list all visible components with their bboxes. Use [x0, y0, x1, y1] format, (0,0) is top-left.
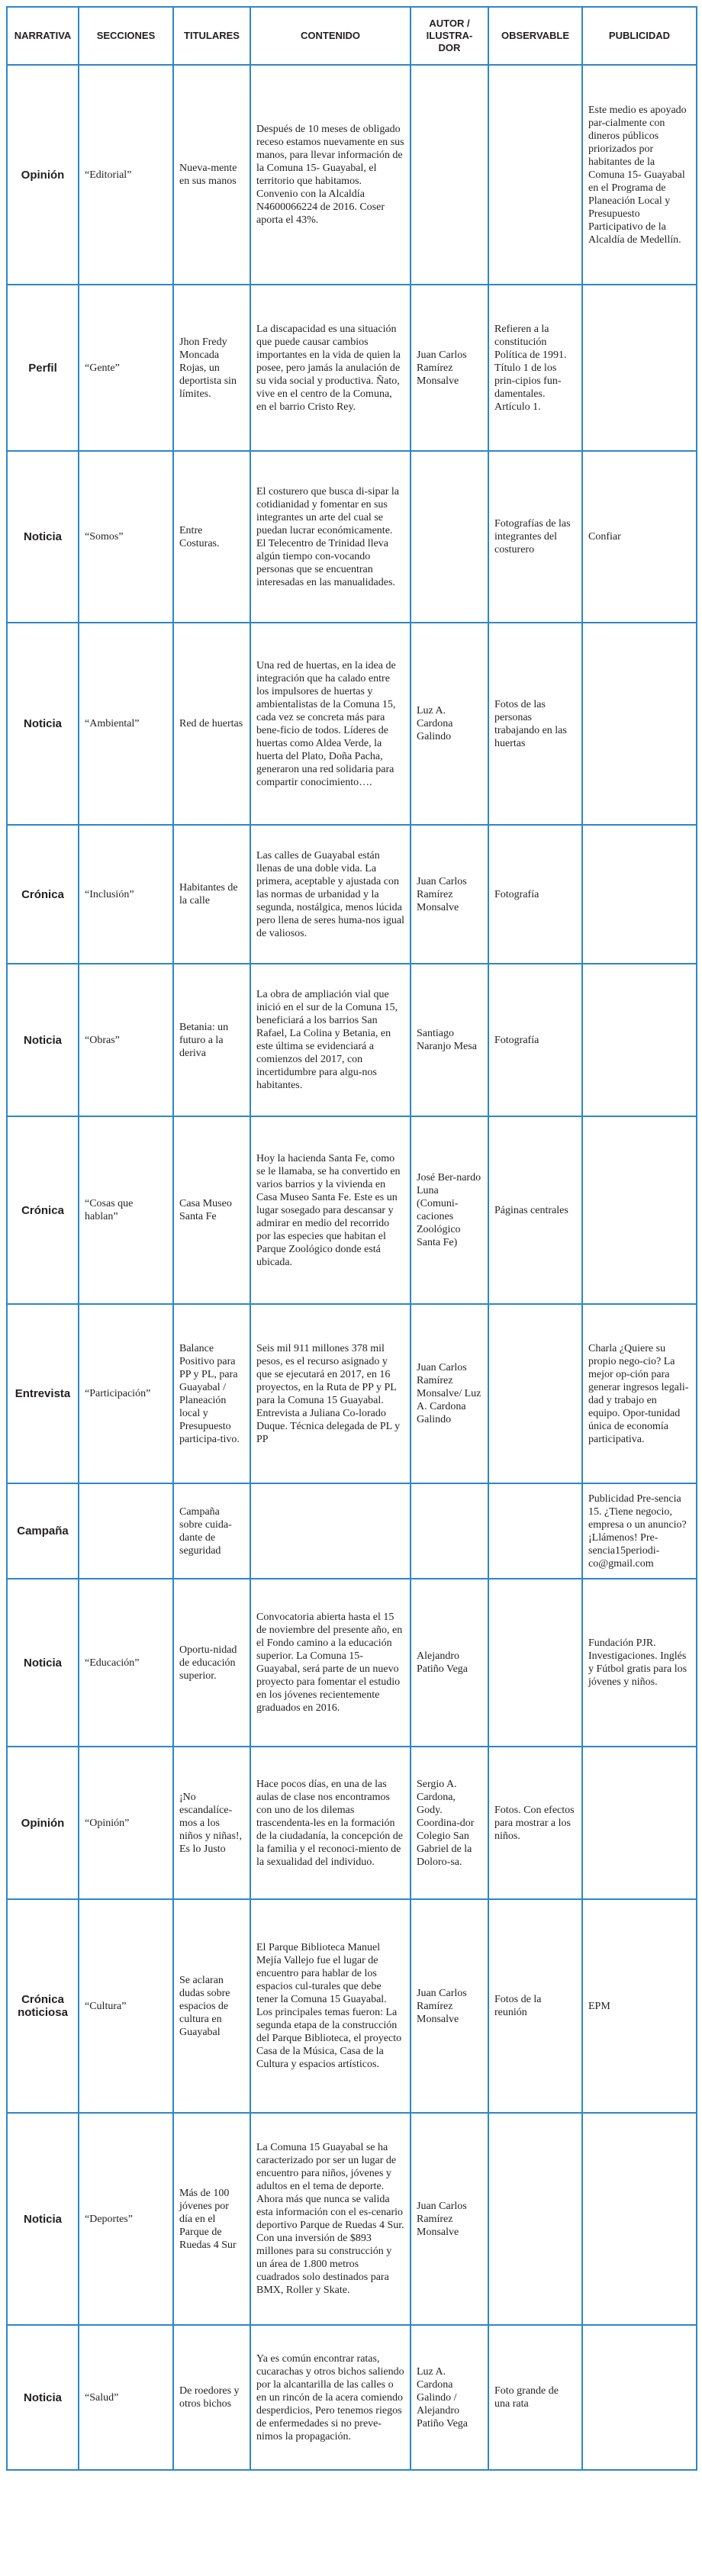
cell-narrativa: Crónica — [7, 1116, 79, 1304]
table-row — [7, 1747, 697, 1899]
cell-contenido: Seis mil 911 millones 378 mil pesos, es el recurso asignado y que se ejecutará en 2017, en 16 proyectos, en la Ruta de PP y PL para la Comuna 15 Guayabal. Entrevista a Juliana Co-lorado Duque. Técnica delegada de PL y PP — [250, 1304, 411, 1483]
cell-publicidad: Fundación PJR. Investigaciones. Inglés y Fútbol gratis para los jóvenes y niños. — [582, 1579, 697, 1747]
cell-publicidad: Charla ¿Quiere su propio nego-cio? La mejor op-ción para generar ingresos legali-dad y trabajo en equipo. Opor-tunidad única de economía participativa. — [582, 1304, 697, 1483]
cell-contenido — [250, 1483, 411, 1579]
cell-narrativa: Opinión — [7, 65, 79, 285]
cell-seccion: “Somos” — [79, 451, 173, 623]
table-row — [7, 1116, 697, 1304]
cell-seccion: “Deportes” — [79, 2113, 173, 2325]
cell-titular: Oportu-nidad de educación superior. — [173, 1579, 250, 1747]
cell-autor: Juan Carlos Ramírez Monsalve — [411, 1899, 488, 2113]
cell-autor: Luz A. Cardona Galindo / Alejandro Patiño Vega — [411, 2325, 488, 2470]
cell-observable — [488, 2113, 582, 2325]
cell-publicidad — [582, 2113, 697, 2325]
table-row — [7, 1899, 697, 2113]
cell-publicidad: EPM — [582, 1899, 697, 2113]
cell-titular: De roedores y otros bichos — [173, 2325, 250, 2470]
cell-titular: Nueva-mente en sus manos — [173, 65, 250, 285]
cell-titular: ¡No escandalíce-mos a los niños y niñas!, Es lo Justo — [173, 1747, 250, 1899]
cell-titular: Red de huertas — [173, 623, 250, 825]
table-row — [7, 1304, 697, 1483]
cell-observable: Refieren a la constitución Política de 1991. Título 1 de los prin-cipios fun-damentales. Artículo 1. — [488, 285, 582, 451]
cell-autor: Juan Carlos Ramírez Monsalve — [411, 285, 488, 451]
cell-observable: Foto grande de una rata — [488, 2325, 582, 2470]
content-table — [6, 6, 697, 2471]
cell-contenido: El costurero que busca di-sipar la cotidianidad y fomentar en sus integrantes un arte del cual se puedan lucrar económicamente. El Telecentro de Trinidad lleva algún tiempo con-vocando personas que se encuentran interesadas en las manualidades. — [250, 451, 411, 623]
cell-publicidad — [582, 825, 697, 964]
cell-publicidad — [582, 2325, 697, 2470]
cell-narrativa: Entrevista — [7, 1304, 79, 1483]
cell-contenido: Ya es común encontrar ratas, cucarachas y otros bichos saliendo por la alcantarilla de las calles o en un rincón de la acera comiendo desperdicios, Pero tenemos riegos de enfermedades si no preve-nimos la propagación. — [250, 2325, 411, 2470]
cell-observable — [488, 1304, 582, 1483]
table-row — [7, 2113, 697, 2325]
cell-autor: Santiago Naranjo Mesa — [411, 964, 488, 1116]
cell-contenido: Hace pocos días, en una de las aulas de clase nos encontramos con uno de los dilemas trascendenta-les en la formación de la ciudadanía, la concepción de la familia y el reconoci-miento de la sexualidad del individuo. — [250, 1747, 411, 1899]
cell-narrativa: Opinión — [7, 1747, 79, 1899]
cell-autor: Alejandro Patiño Vega — [411, 1579, 488, 1747]
cell-narrativa: Crónica — [7, 825, 79, 964]
cell-contenido: Las calles de Guayabal están llenas de una doble vida. La primera, aceptable y ajustada con las normas de urbanidad y la segunda, nostálgica, menos lúcida pero llena de seres huma-nos igual de valiosos. — [250, 825, 411, 964]
cell-autor: José Ber-nardo Luna (Comuni-caciones Zoológico Santa Fe) — [411, 1116, 488, 1304]
cell-seccion: “Obras” — [79, 964, 173, 1116]
cell-contenido: La obra de ampliación vial que inició en el sur de la Comuna 15, beneficiará a los barrios San Rafael, La Colina y Betania, en este última se evidenciará a comienzos del 2017, con incertidumbre para algu-nos habitantes. — [250, 964, 411, 1116]
cell-titular: Balance Positivo para PP y PL, para Guayabal / Planeación local y Presupuesto participa-tivo. — [173, 1304, 250, 1483]
cell-seccion: “Cosas que hablan” — [79, 1116, 173, 1304]
cell-publicidad: Este medio es apoyado par-cialmente con dineros públicos priorizados por habitantes de la Comuna 15- Guayabal en el Programa de Planeación Local y Presupuesto Participativo de la Alcaldía de Medellín. — [582, 65, 697, 285]
cell-narrativa: Campaña — [7, 1483, 79, 1579]
cell-publicidad — [582, 964, 697, 1116]
cell-titular: Entre Costuras. — [173, 451, 250, 623]
cell-publicidad — [582, 623, 697, 825]
cell-observable: Fotos. Con efectos para mostrar a los niños. — [488, 1747, 582, 1899]
cell-narrativa: Noticia — [7, 2325, 79, 2470]
cell-observable: Fotografía — [488, 825, 582, 964]
header-contenido: CONTENIDO — [250, 7, 411, 65]
cell-titular: Se aclaran dudas sobre espacios de cultura en Guayabal — [173, 1899, 250, 2113]
cell-seccion: “Educación” — [79, 1579, 173, 1747]
cell-seccion: “Participación” — [79, 1304, 173, 1483]
header-row — [7, 7, 697, 65]
cell-observable: Fotos de la reunión — [488, 1899, 582, 2113]
cell-seccion: “Opinión” — [79, 1747, 173, 1899]
cell-publicidad — [582, 285, 697, 451]
cell-observable — [488, 1483, 582, 1579]
cell-narrativa: Noticia — [7, 964, 79, 1116]
cell-narrativa: Perfil — [7, 285, 79, 451]
table-row — [7, 825, 697, 964]
cell-titular: Más de 100 jóvenes por día en el Parque de Ruedas 4 Sur — [173, 2113, 250, 2325]
table-row — [7, 1483, 697, 1579]
cell-autor — [411, 451, 488, 623]
cell-narrativa: Crónica noticiosa — [7, 1899, 79, 2113]
header-observable: OBSERVABLE — [488, 7, 582, 65]
cell-observable — [488, 1579, 582, 1747]
cell-observable: Fotografías de las integrantes del costurero — [488, 451, 582, 623]
cell-narrativa: Noticia — [7, 623, 79, 825]
cell-publicidad — [582, 1747, 697, 1899]
cell-observable: Fotos de las personas trabajando en las huertas — [488, 623, 582, 825]
cell-contenido: La Comuna 15 Guayabal se ha caracterizado por ser un lugar de encuentro para niños, jóvenes y adultos en el tema de deporte. Ahora más que nunca se valida esta información con el es-cenario deportivo Parque de Ruedas 4 Sur. Con una inversión de $893 millones para su construcción y un área de 1.800 metros cuadrados solo destinados para BMX, Roller y Skate. — [250, 2113, 411, 2325]
cell-contenido: El Parque Biblioteca Manuel Mejía Vallejo fue el lugar de encuentro para hablar de los espacios cul-turales que debe tener la Comuna 15 Guayabal. Los principales temas fueron: La segunda etapa de la construcción del Parque Biblioteca, el proyecto Casa de la Música, Casa de la Cultura y espacios artísticos. — [250, 1899, 411, 2113]
table-row — [7, 285, 697, 451]
cell-observable: Fotografía — [488, 964, 582, 1116]
cell-titular: Jhon Fredy Moncada Rojas, un deportista sin límites. — [173, 285, 250, 451]
cell-narrativa: Noticia — [7, 451, 79, 623]
cell-titular: Campaña sobre cuida-dante de seguridad — [173, 1483, 250, 1579]
cell-narrativa: Noticia — [7, 1579, 79, 1747]
table-row — [7, 2325, 697, 2470]
header-narrativa: NARRATIVA — [7, 7, 79, 65]
cell-titular: Betania: un futuro a la deriva — [173, 964, 250, 1116]
header-publicidad: PUBLICIDAD — [582, 7, 697, 65]
cell-seccion: “Inclusión” — [79, 825, 173, 964]
table-row — [7, 1579, 697, 1747]
table-row — [7, 623, 697, 825]
cell-observable — [488, 65, 582, 285]
cell-contenido: Una red de huertas, en la idea de integración que ha calado entre los impulsores de huertas y ambientalistas de la Comuna 15, cada vez se concreta más para bene-ficio de todos. Líderes de huertas como Aldea Verde, la huerta del Plato, Doña Pacha, generaron una red solidaria para compartir conocimiento…. — [250, 623, 411, 825]
cell-contenido: La discapacidad es una situación que puede causar cambios importantes en la vida de quien la posee, pero jamás la anulación de su vida social y productiva. Ñato, vive en el centro de la Comuna, en el barrio Cristo Rey. — [250, 285, 411, 451]
header-secciones: SECCIONES — [79, 7, 173, 65]
table-row — [7, 65, 697, 285]
cell-seccion: “Gente” — [79, 285, 173, 451]
cell-autor: Juan Carlos Ramírez Monsalve/ Luz A. Cardona Galindo — [411, 1304, 488, 1483]
cell-seccion: “Ambiental” — [79, 623, 173, 825]
cell-observable: Páginas centrales — [488, 1116, 582, 1304]
table-row — [7, 451, 697, 623]
cell-contenido: Después de 10 meses de obligado receso estamos nuevamente en sus manos, para llevar información de la Comuna 15- Guayabal, el territorio que habitamos. Convenio con la Alcaldía N4600066224 de 2016. Coser aporta el 43%. — [250, 65, 411, 285]
cell-seccion: “Editorial” — [79, 65, 173, 285]
cell-autor — [411, 1483, 488, 1579]
header-titulares: TITULARES — [173, 7, 250, 65]
cell-titular: Casa Museo Santa Fe — [173, 1116, 250, 1304]
cell-titular: Habitantes de la calle — [173, 825, 250, 964]
cell-seccion — [79, 1483, 173, 1579]
cell-publicidad: Confiar — [582, 451, 697, 623]
cell-autor: Juan Carlos Ramírez Monsalve — [411, 825, 488, 964]
cell-publicidad — [582, 1116, 697, 1304]
cell-publicidad: Publicidad Pre-sencia 15. ¿Tiene negocio, empresa o un anuncio? ¡Llámenos! Pre-sencia15periodi-co@gmail.com — [582, 1483, 697, 1579]
cell-autor — [411, 65, 488, 285]
cell-contenido: Convocatoria abierta hasta el 15 de noviembre del presente año, en el Fondo camino a la educación superior. La Comuna 15- Guayabal, será parte de un nuevo proyecto para fomentar el estudio en los jóvenes recientemente graduados en 2016. — [250, 1579, 411, 1747]
cell-seccion: “Salud” — [79, 2325, 173, 2470]
cell-autor: Juan Carlos Ramírez Monsalve — [411, 2113, 488, 2325]
table-row — [7, 964, 697, 1116]
header-autor: AUTOR / ILUSTRA-DOR — [411, 7, 488, 65]
cell-seccion: “Cultura” — [79, 1899, 173, 2113]
cell-narrativa: Noticia — [7, 2113, 79, 2325]
cell-autor: Sergio A. Cardona, Gody. Coordina-dor Colegio San Gabriel de la Doloro-sa. — [411, 1747, 488, 1899]
cell-autor: Luz A. Cardona Galindo — [411, 623, 488, 825]
cell-contenido: Hoy la hacienda Santa Fe, como se le llamaba, se ha convertido en varios barrios y la vivienda en Casa Museo Santa Fe. Este es un lugar sosegado para descansar y admirar en medio del recorrido por las especies que habitan el Parque Zoológico donde está ubicada. — [250, 1116, 411, 1304]
